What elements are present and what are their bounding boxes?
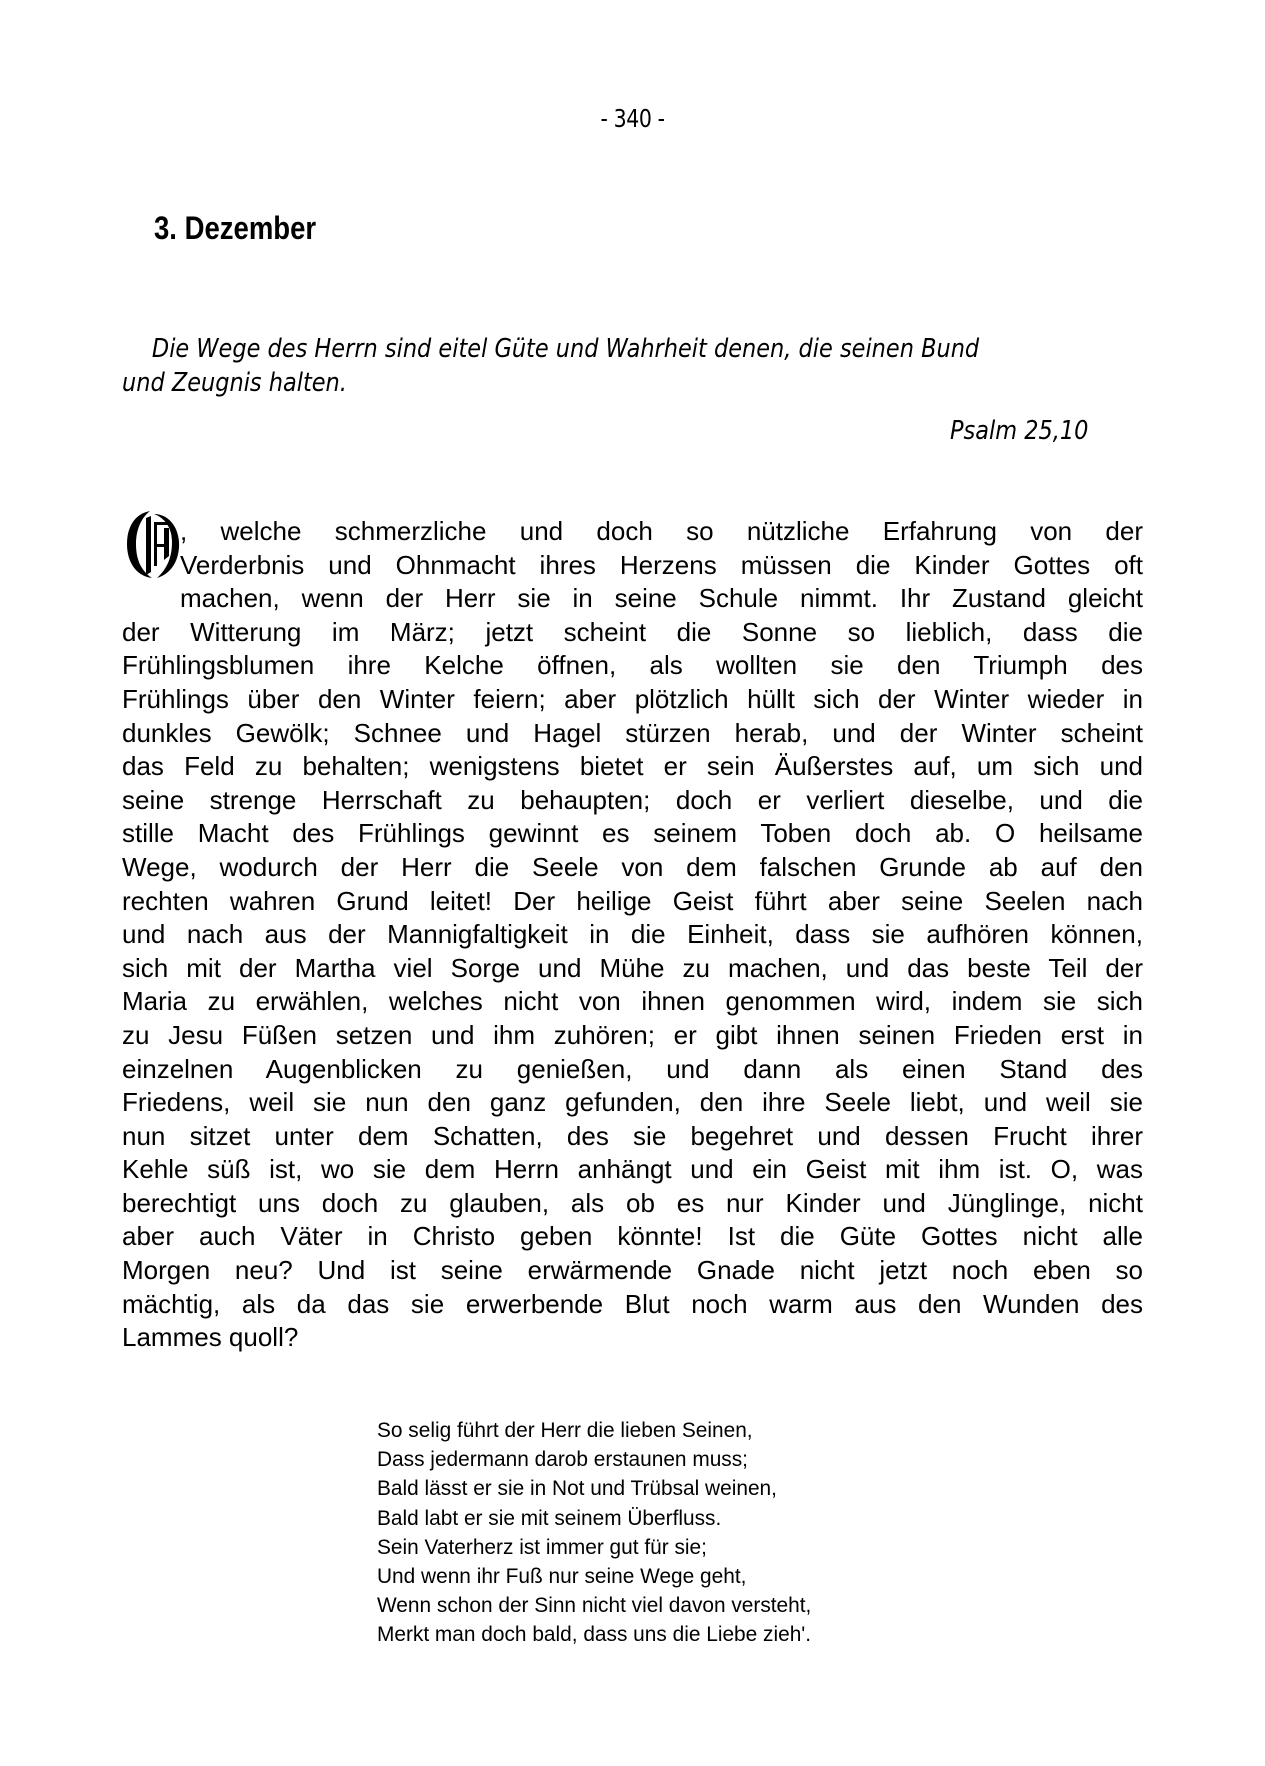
body-line: dunkles Gewölk; Schnee und Hagel stürzen herab, und der Winter scheint bbox=[122, 717, 1143, 748]
poem-line: Dass jedermann darob erstaunen muss; bbox=[377, 1447, 748, 1472]
body-line: Maria zu erwählen, welches nicht von ihnen genommen wird, indem sie sich bbox=[122, 986, 1143, 1017]
body-line: zu Jesu Füßen setzen und ihm zuhören; er gibt ihnen seinen Frieden erst in bbox=[122, 1019, 1143, 1050]
verse-line: und Zeugnis halten. bbox=[122, 368, 347, 398]
body-line: einzelnen Augenblicken zu genießen, und dann als einen Stand des bbox=[122, 1053, 1143, 1084]
body-line: machen, wenn der Herr sie in seine Schule nimmt. Ihr Zustand gleicht bbox=[180, 583, 1143, 614]
body-line: Frühlings über den Winter feiern; aber plötzlich hüllt sich der Winter wieder in bbox=[122, 683, 1143, 714]
body-line: Wege, wodurch der Herr die Seele von dem falschen Grunde ab auf den bbox=[122, 851, 1143, 882]
body-line: das Feld zu behalten; wenigstens bietet er sein Äußerstes auf, um sich und bbox=[122, 751, 1143, 782]
poem bbox=[377, 1416, 825, 1650]
body-line: aber auch Väter in Christo geben könnte! Ist die Güte Gottes nicht alle bbox=[122, 1221, 1143, 1252]
body-line: berechtigt uns doch zu glauben, als ob es nur Kinder und Jünglinge, nicht bbox=[122, 1187, 1143, 1218]
poem-line: So selig führt der Herr die lieben Seinen, bbox=[377, 1418, 753, 1442]
page-title: 3. Dezember bbox=[154, 210, 317, 246]
page-number: - 340 - bbox=[600, 104, 665, 133]
body-line: Friedens, weil sie nun den ganz gefunden, den ihre Seele liebt, und weil sie bbox=[122, 1087, 1143, 1118]
body-text bbox=[122, 515, 1143, 1355]
body-line: Kehle süß ist, wo sie dem Herrn anhängt und ein Geist mit ihm ist. O, was bbox=[122, 1154, 1143, 1185]
scripture-verse bbox=[122, 332, 1143, 400]
body-line: seine strenge Herrschaft zu behaupten; doch er verliert dieselbe, und die bbox=[122, 784, 1143, 815]
body-line: rechten wahren Grund leitet! Der heilige Geist führt aber seine Seelen nach bbox=[122, 885, 1143, 916]
body-line: Frühlingsblumen ihre Kelche öffnen, als wollten sie den Triumph des bbox=[122, 650, 1143, 681]
poem-line: Wenn schon der Sinn nicht viel davon versteht, bbox=[377, 1593, 812, 1618]
verse-line: Die Wege des Herrn sind eitel Güte und Wahrheit denen, die seinen Bund bbox=[151, 334, 980, 364]
body-line: der Witterung im März; jetzt scheint die Sonne so lieblich, dass die bbox=[122, 616, 1143, 647]
poem-line: Und wenn ihr Fuß nur seine Wege geht, bbox=[377, 1564, 747, 1589]
body-line: Lammes quoll? bbox=[122, 1322, 299, 1353]
body-line: Morgen neu? Und ist seine erwärmende Gnade nicht jetzt noch eben so bbox=[122, 1255, 1143, 1286]
body-line: , welche schmerzliche und doch so nützliche Erfahrung von der bbox=[180, 516, 1143, 546]
poem-line: Merkt man doch bald, dass uns die Liebe zieh'. bbox=[377, 1622, 812, 1647]
poem-line: Bald labt er sie mit seinem Überfluss. bbox=[377, 1505, 722, 1530]
body-line: nun sitzet unter dem Schatten, des sie begehret und dessen Frucht ihrer bbox=[122, 1120, 1143, 1151]
verse-reference: Psalm 25,10 bbox=[950, 416, 1089, 446]
poem-line: Sein Vaterherz ist immer gut für sie; bbox=[377, 1534, 707, 1559]
body-line: und nach aus der Mannigfaltigkeit in die Einheit, dass sie aufhören können, bbox=[122, 919, 1143, 950]
body-line: sich mit der Martha viel Sorge und Mühe zu machen, und das beste Teil der bbox=[122, 952, 1143, 983]
poem-line: Bald lässt er sie in Not und Trübsal weinen, bbox=[377, 1476, 777, 1501]
body-line: Verderbnis und Ohnmacht ihres Herzens müssen die Kinder Gottes oft bbox=[180, 549, 1143, 580]
body-line: stille Macht des Frühlings gewinnt es seinem Toben doch ab. O heilsame bbox=[122, 818, 1143, 849]
body-line: mächtig, als da das sie erwerbende Blut noch warm aus den Wunden des bbox=[122, 1288, 1143, 1319]
